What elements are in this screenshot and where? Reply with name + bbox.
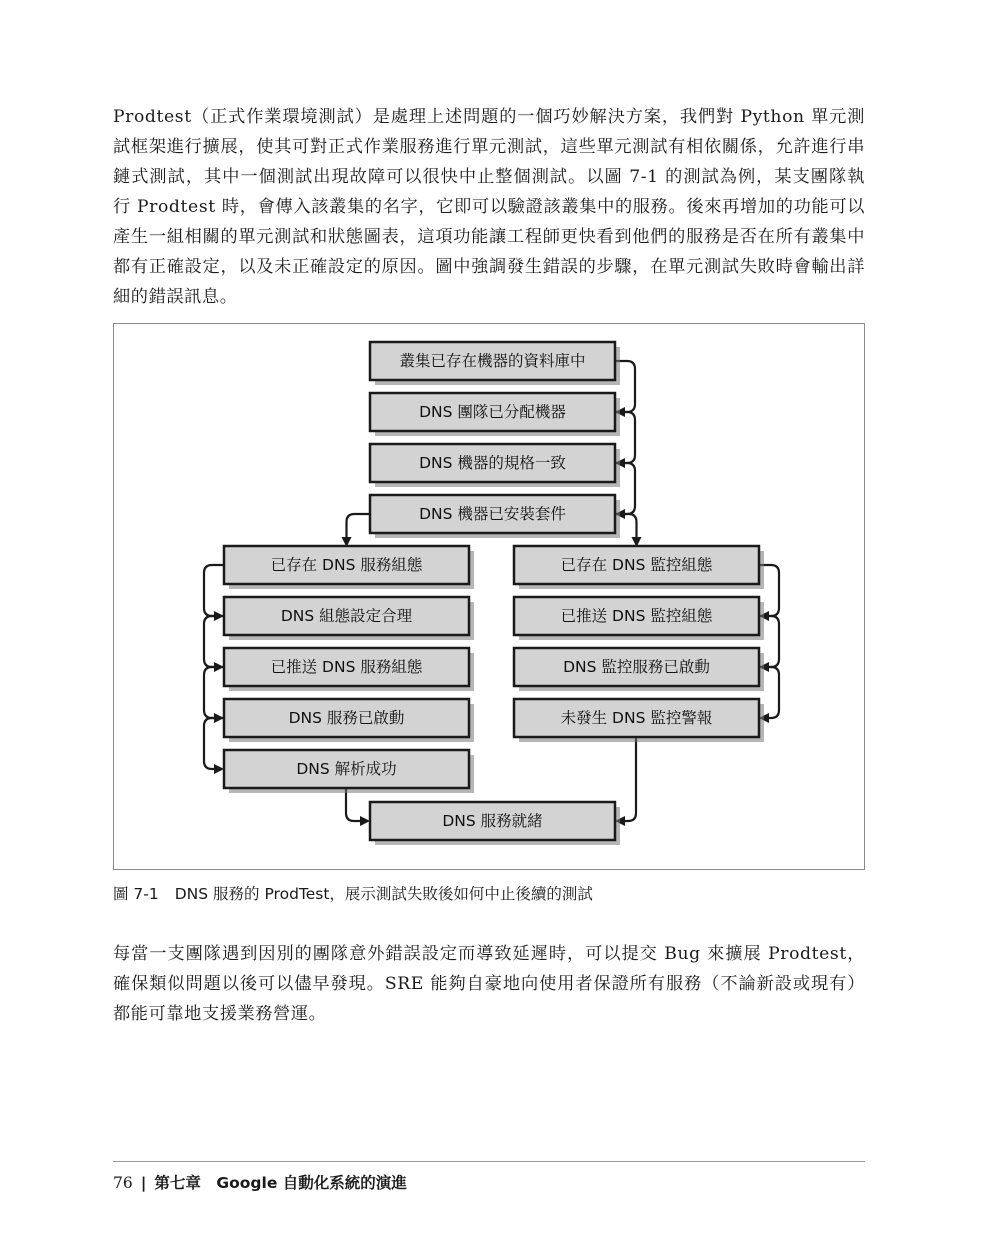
flow-step-label: 叢集已存在機器的資料庫中	[399, 352, 586, 370]
flow-step-label: 已推送 DNS 監控組態	[560, 607, 713, 625]
body-paragraph-2: 每當一支團隊遇到因別的團隊意外錯誤設定而導致延遲時，可以提交 Bug 來擴展 Prodtest，確保類似問題以後可以儘早發現。SRE 能夠自豪地向使用者保證所有服務（不論新設或現有）都能可靠地支援業務營運。	[113, 944, 865, 1024]
flow-step-label: 未發生 DNS 監控警報	[560, 709, 713, 727]
flow-diagram	[114, 324, 864, 869]
flow-step-right-2	[514, 648, 764, 691]
figure-number: 圖 7-1	[113, 885, 159, 903]
chapter-title: 第七章 Google 自動化系統的演進	[154, 1174, 407, 1192]
arrow-right-to-final	[618, 737, 636, 821]
flow-step-top-2	[370, 444, 620, 487]
flow-step-label: DNS 解析成功	[296, 760, 397, 778]
arrow-left-0	[204, 565, 224, 616]
flow-step-left-2	[224, 648, 474, 691]
page-footer	[113, 1171, 407, 1193]
figure-caption-text: DNS 服務的 ProdTest，展示測試失敗後如何中止後續的測試	[174, 885, 593, 903]
flow-step-top-0	[370, 342, 620, 385]
figure-7-1-diagram	[113, 323, 865, 870]
flow-step-left-4	[224, 750, 474, 793]
flow-step-label: DNS 組態設定合理	[280, 607, 413, 625]
flow-step-label: DNS 團隊已分配機器	[419, 403, 566, 421]
flow-step-label: DNS 機器已安裝套件	[419, 505, 566, 523]
arrow-left-3	[204, 718, 224, 769]
figure-caption	[113, 882, 593, 904]
body-paragraph-1: Prodtest（正式作業環境測試）是處理上述問題的一個巧妙解決方案，我們對 Python 單元測試框架進行擴展，使其可對正式作業服務進行單元測試，這些單元測試有相依關係，允許進行串鏈式測試，其中一個測試出現故障可以很快中止整個測試。以圖 7-1 的測試為例，某支團隊執行 Prodtest 時，會傳入該叢集的名字，它即可以驗證該叢集中的服務。後來再增加的功能可以產生一組相關的單元測試和狀態圖表，這項功能讓工程師更快看到他們的服務是否在所有叢集中都有正確設定，以及未正確設定的原因。圖中強調發生錯誤的步驟，在單元測試失敗時會輸出詳細的錯誤訊息。	[113, 107, 865, 307]
flow-step-label: 已存在 DNS 監控組態	[560, 556, 713, 574]
flow-boxes	[224, 342, 764, 845]
flow-step-label: DNS 機器的規格一致	[419, 454, 566, 472]
flow-step-label: DNS 監控服務已啟動	[563, 658, 710, 676]
flow-step-left-3	[224, 699, 474, 742]
footer-separator: |	[140, 1174, 147, 1192]
arrow-left-2	[204, 667, 224, 718]
flow-step-right-3	[514, 699, 764, 742]
flow-step-right-1	[514, 597, 764, 640]
flow-step-left-0	[224, 546, 474, 589]
flow-step-label: DNS 服務已啟動	[288, 709, 405, 727]
flow-step-label: 已存在 DNS 服務組態	[270, 556, 423, 574]
flow-step-label: 已推送 DNS 服務組態	[270, 658, 423, 676]
flow-step-final-0	[370, 802, 620, 845]
footer-divider	[113, 1161, 865, 1162]
arrow-split-left	[347, 514, 371, 544]
flow-step-right-0	[514, 546, 764, 589]
flow-step-left-1	[224, 597, 474, 640]
page-number: 76	[113, 1174, 133, 1192]
arrow-left-1	[204, 616, 224, 667]
flow-step-top-1	[370, 393, 620, 436]
flow-step-top-3	[370, 495, 620, 538]
flow-step-label: DNS 服務就緒	[442, 812, 543, 830]
